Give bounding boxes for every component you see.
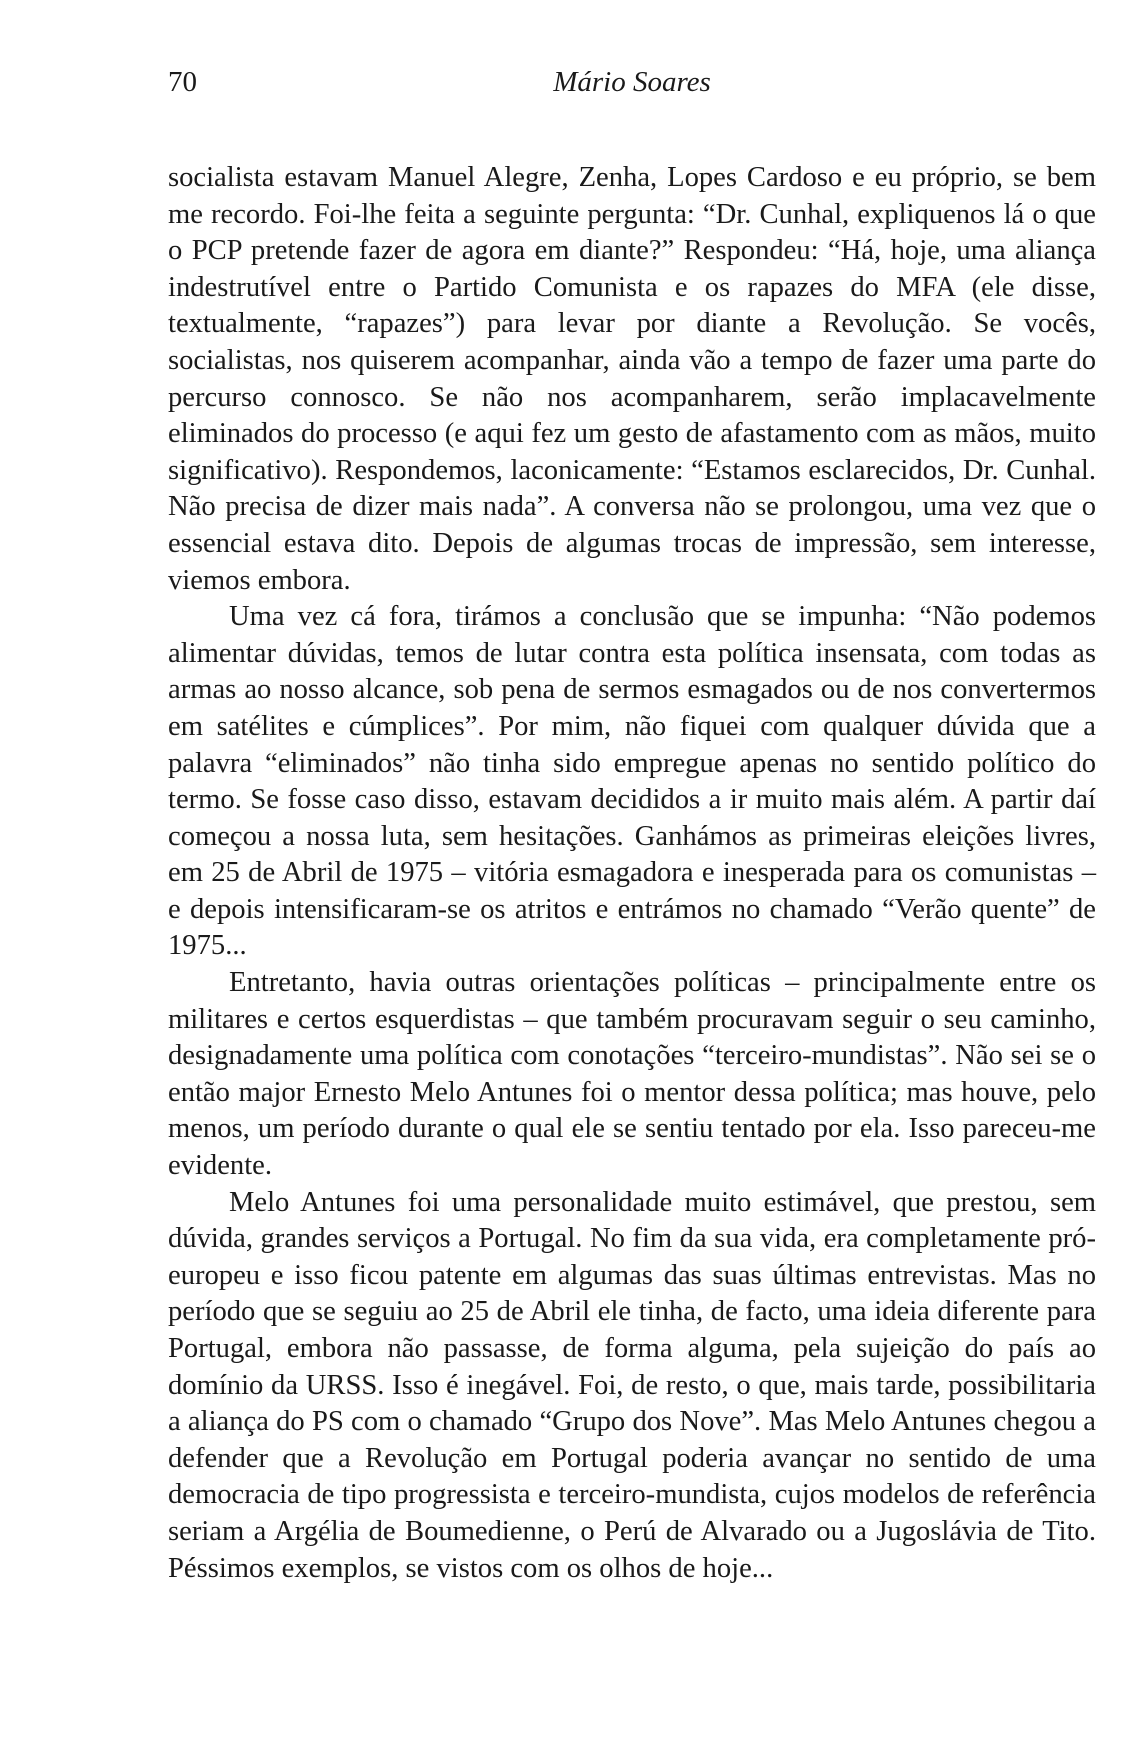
paragraph: Melo Antunes foi uma personalidade muito estimável, que prestou, sem dúvida, grandes serviços a Portugal. No fim da sua vida, era completamente pró-europeu e isso ficou patente em algumas das suas últimas entrevistas. Mas no período que se seguiu ao 25 de Abril ele tinha, de facto, uma ideia diferente para Portugal, embora não passasse, de forma alguma, pela sujeição do país ao domínio da URSS. Isso é inegável. Foi, de resto, o que, mais tarde, possibilitaria a aliança do PS com o chamado “Grupo dos Nove”. Mas Melo Antunes chegou a defender que a Revolução em Portugal poderia avançar no sentido de uma democracia de tipo progressista e terceiro-mundista, cujos modelos de referência seriam a Argélia de Boumedienne, o Perú de Alvarado ou a Jugoslávia de Tito. Péssimos exemplos, se vistos com os olhos de hoje... [168, 1186, 1096, 1584]
body-text [168, 160, 1096, 1587]
running-head: Mário Soares [553, 66, 711, 98]
paragraph: socialista estavam Manuel Alegre, Zenha, Lopes Cardoso e eu próprio, se bem me recordo. Foi-lhe feita a seguinte pergunta: “Dr. Cunhal, expliquenos lá o que o PCP pretende fazer de agora em diante?” Respondeu: “Há, hoje, uma aliança indestrutível entre o Partido Comunista e os rapazes do MFA (ele disse, textualmente, “rapazes”) para levar por diante a Revolução. Se vocês, socialistas, nos quiserem acompanhar, ainda vão a tempo de fazer uma parte do percurso connosco. Se não nos acompanharem, serão implacavelmente eliminados do processo (e aqui fez um gesto de afastamento com as mãos, muito significativo). Respondemos, laconicamente: “Estamos esclarecidos, Dr. Cunhal. Não precisa de dizer mais nada”. A conversa não se prolongou, uma vez que o essencial estava dito. Depois de algumas trocas de impressão, sem interesse, viemos embora. [168, 162, 1096, 596]
paragraph: Uma vez cá fora, tirámos a conclusão que se impunha: “Não podemos alimentar dúvidas, temos de lutar contra esta política insensata, com todas as armas ao nosso alcance, sob pena de sermos esmagados ou de nos convertermos em satélites e cúmplices”. Por mim, não fiquei com qualquer dúvida que a palavra “eliminados” não tinha sido empregue apenas no sentido político do termo. Se fosse caso disso, estavam decididos a ir muito mais além. A partir daí começou a nossa luta, sem hesitações. Ganhámos as primeiras eleições livres, em 25 de Abril de 1975 – vitória esmagadora e inesperada para os comunistas – e depois intensificaram-se os atritos e entrámos no chamado “Verão quente” de 1975... [168, 601, 1096, 962]
page-number: 70 [168, 66, 197, 98]
page-header [168, 66, 1096, 106]
paragraph: Entretanto, havia outras orientações políticas – principalmente entre os militares e certos esquerdistas – que também procuravam seguir o seu caminho, designadamente uma política com conotações “terceiro-mundistas”. Não sei se o então major Ernesto Melo Antunes foi o mentor dessa política; mas houve, pelo menos, um período durante o qual ele se sentiu tentado por ela. Isso pareceu-me evidente. [168, 967, 1096, 1182]
